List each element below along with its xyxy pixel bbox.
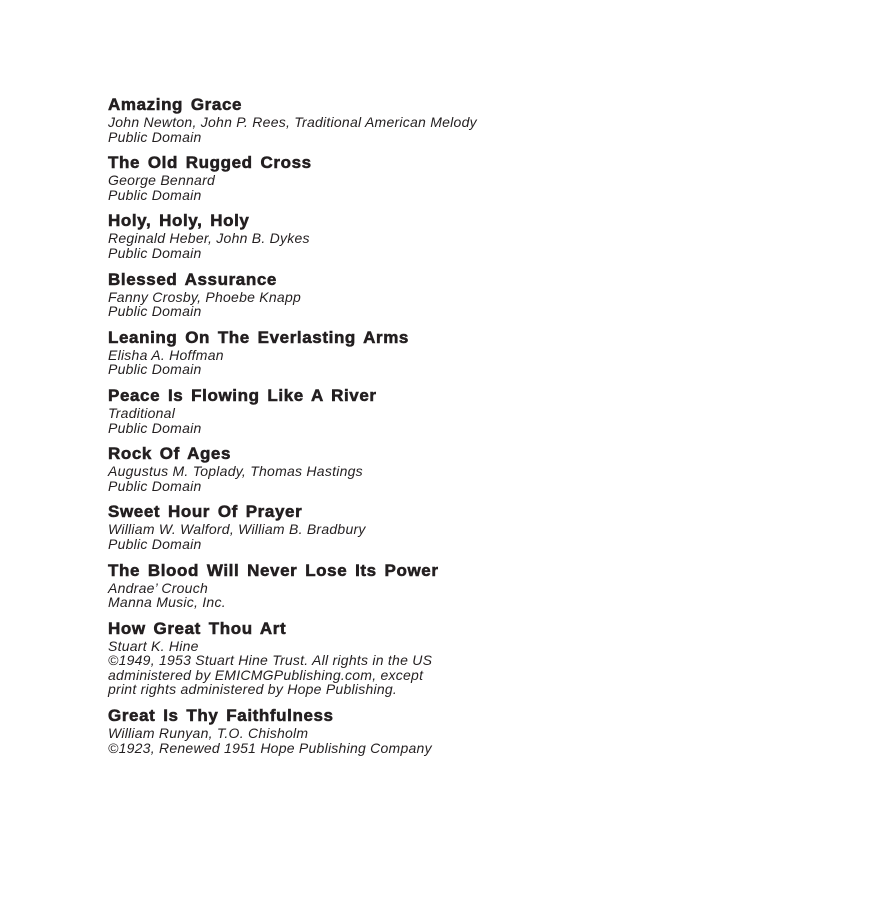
song-credit-line: Public Domain	[108, 535, 202, 552]
song-entry	[108, 619, 498, 697]
song-credit-line: administered by EMICMGPublishing.com, except	[108, 666, 424, 683]
song-credits	[108, 406, 498, 435]
song-credit-line: Public Domain	[108, 186, 202, 203]
song-title: Holy, Holy, Holy	[108, 211, 250, 231]
song-entry	[108, 561, 498, 610]
song-credit-line: Reginald Heber, John B. Dykes	[108, 230, 310, 247]
song-entry	[108, 386, 498, 435]
song-credit-line: Manna Music, Inc.	[108, 594, 226, 611]
song-credits	[108, 639, 498, 697]
song-entry	[108, 706, 498, 755]
song-credit-line: ©1923, Renewed 1951 Hope Publishing Company	[108, 739, 432, 756]
song-entry	[108, 502, 498, 551]
song-credit-line: Public Domain	[108, 303, 202, 320]
song-title: Rock Of Ages	[108, 444, 232, 464]
song-credit-line: Public Domain	[108, 419, 202, 436]
song-title: The Old Rugged Cross	[108, 153, 312, 173]
song-credit-line: William Runyan, T.O. Chisholm	[108, 725, 309, 742]
song-credits	[108, 581, 498, 610]
song-credit-line: Andrae’ Crouch	[108, 579, 209, 596]
song-credit-line: Traditional	[108, 404, 176, 421]
song-credits	[108, 115, 498, 144]
song-credits	[108, 173, 498, 202]
song-entry	[108, 211, 498, 260]
song-entry	[108, 153, 498, 202]
song-credit-line: print rights administered by Hope Publishing.	[108, 681, 398, 698]
song-entry	[108, 328, 498, 377]
song-credits	[108, 290, 498, 319]
song-title: Blessed Assurance	[108, 269, 277, 289]
song-entry	[108, 270, 498, 319]
song-title: Peace Is Flowing Like A River	[108, 385, 377, 405]
song-title: Amazing Grace	[108, 95, 243, 114]
song-credit-line: Public Domain	[108, 477, 202, 494]
song-credit-line: ©1949, 1953 Stuart Hine Trust. All rights in the US	[108, 652, 433, 669]
song-title: The Blood Will Never Lose Its Power	[108, 560, 439, 580]
song-credits	[108, 464, 498, 493]
song-title: Leaning On The Everlasting Arms	[108, 327, 409, 347]
song-title: Great Is Thy Faithfulness	[108, 706, 334, 726]
song-credits	[108, 231, 498, 260]
song-credit-line: William W. Walford, William B. Bradbury	[108, 521, 366, 538]
song-title: How Great Thou Art	[108, 618, 287, 638]
song-credit-line: Public Domain	[108, 128, 202, 145]
song-credits	[108, 522, 498, 551]
song-credit-line: Elisha A. Hoffman	[108, 346, 224, 363]
song-credits	[108, 348, 498, 377]
song-credits	[108, 726, 498, 755]
song-credit-line: George Bennard	[108, 172, 216, 189]
song-credit-line: Public Domain	[108, 361, 202, 378]
song-credit-line: Fanny Crosby, Phoebe Knapp	[108, 288, 302, 305]
song-entry	[108, 444, 498, 493]
song-credit-line: John Newton, John P. Rees, Traditional American Melody	[108, 114, 477, 130]
song-credit-line: Stuart K. Hine	[108, 637, 199, 654]
song-credit-line: Augustus M. Toplady, Thomas Hastings	[108, 463, 363, 480]
song-entry	[108, 95, 498, 144]
song-credits-page	[108, 95, 498, 764]
song-title: Sweet Hour Of Prayer	[108, 502, 303, 522]
song-credit-line: Public Domain	[108, 244, 202, 261]
